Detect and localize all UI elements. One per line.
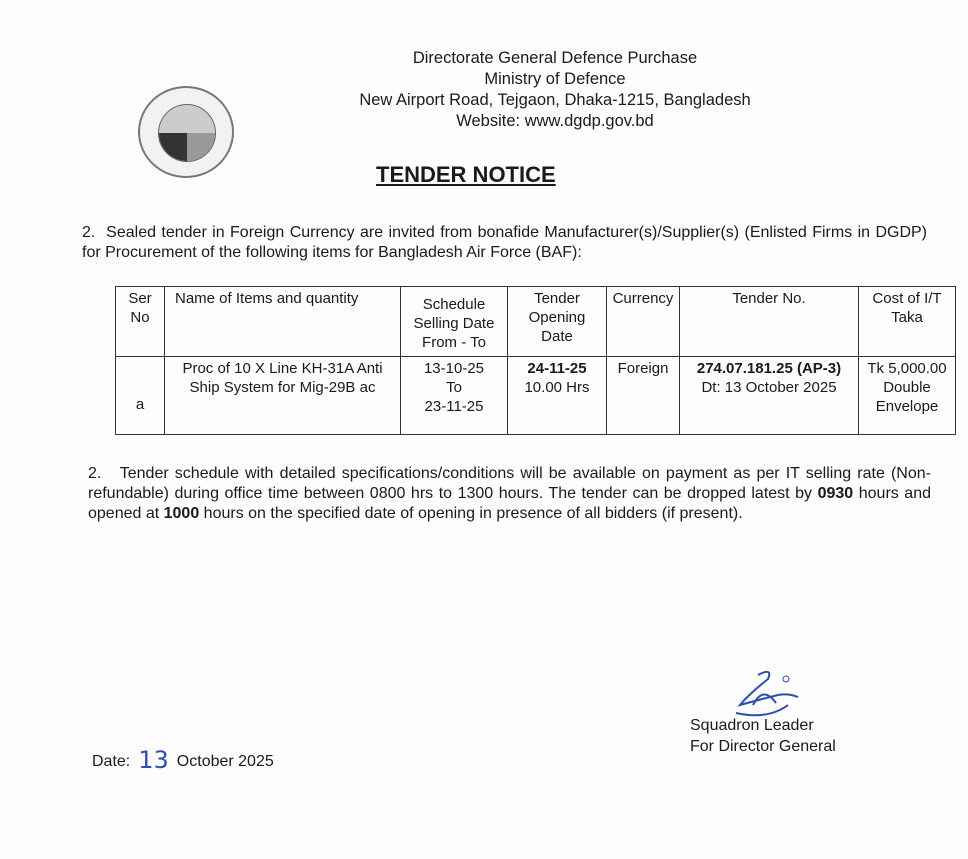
para-number: 2. [88, 465, 102, 482]
tender-date: Dt: 13 October 2025 [701, 379, 837, 396]
col-cost: Cost of I/T Taka [859, 287, 956, 357]
cost-note: Double Envelope [875, 379, 939, 415]
para-text: hours and opened at [88, 485, 932, 522]
col-tender-no: Tender No. [680, 287, 859, 357]
cell-schedule [401, 357, 508, 435]
handwritten-signature [728, 665, 808, 720]
page-title: TENDER NOTICE [376, 162, 556, 187]
tender-table [115, 286, 956, 435]
open-date: 24-11-25 [527, 360, 587, 377]
cell-item: Proc of 10 X Line KH-31A Anti Ship System for Mig-29B ac [165, 357, 401, 435]
col-ser: Ser No [116, 287, 165, 357]
tender-no: 274.07.181.25 (AP-3) [696, 360, 842, 377]
para-text: Tender schedule with detailed specifications/conditions will be available on payment as per IT selling rate (Non-refundable) during office time between 0800 hrs to 1300 hours. The tender can be dropped latest by [88, 465, 931, 502]
open-time: 1000 [163, 505, 200, 522]
dgdp-seal-logo [138, 86, 234, 178]
table-row [116, 357, 956, 435]
signatory-rank: Squadron Leader [690, 717, 814, 734]
org-name: Directorate General Defence Purchase [412, 49, 698, 67]
address: New Airport Road, Tejgaon, Dhaka-1215, Bangladesh [359, 91, 751, 109]
cost: Tk 5,000.00 [867, 360, 947, 377]
col-currency: Currency [607, 287, 680, 357]
letterhead [330, 48, 780, 132]
date-month-year: October 2025 [176, 753, 274, 770]
cell-cost [859, 357, 956, 435]
signature-block [690, 715, 836, 757]
cell-currency: Foreign [607, 357, 680, 435]
drop-time: 0930 [817, 485, 854, 502]
open-time: 10.00 Hrs [524, 379, 590, 396]
col-schedule: Schedule Selling Date From - To [401, 287, 508, 357]
col-name: Name of Items and quantity [165, 287, 401, 357]
cell-ser: a [116, 357, 165, 435]
date-label: Date: [92, 753, 131, 770]
cell-tender-no [680, 357, 859, 435]
signatory-for: For Director General [690, 738, 836, 755]
para-text: hours on the specified date of opening in presence of all bidders (if present). [199, 505, 743, 522]
conditions-paragraph [88, 464, 931, 524]
sell-to: 23-11-25 [424, 398, 484, 415]
notice-date [92, 746, 274, 774]
date-day: 13 [138, 746, 169, 774]
para-text: Sealed tender in Foreign Currency are invited from bonafide Manufacturer(s)/Supplier(s) (Enlisted Firms in DGDP) for Procurement of the following items for Bangladesh Air Force (BAF): [82, 224, 928, 261]
ministry: Ministry of Defence [484, 70, 626, 88]
col-opening: Tender Opening Date [508, 287, 607, 357]
para-number: 2. [82, 224, 96, 241]
table-header-row [116, 287, 956, 357]
intro-paragraph [82, 223, 927, 263]
cell-opening [508, 357, 607, 435]
sell-from: 13-10-25 [423, 360, 485, 377]
sell-to-label: To [446, 379, 462, 396]
website: Website: www.dgdp.gov.bd [456, 112, 654, 130]
